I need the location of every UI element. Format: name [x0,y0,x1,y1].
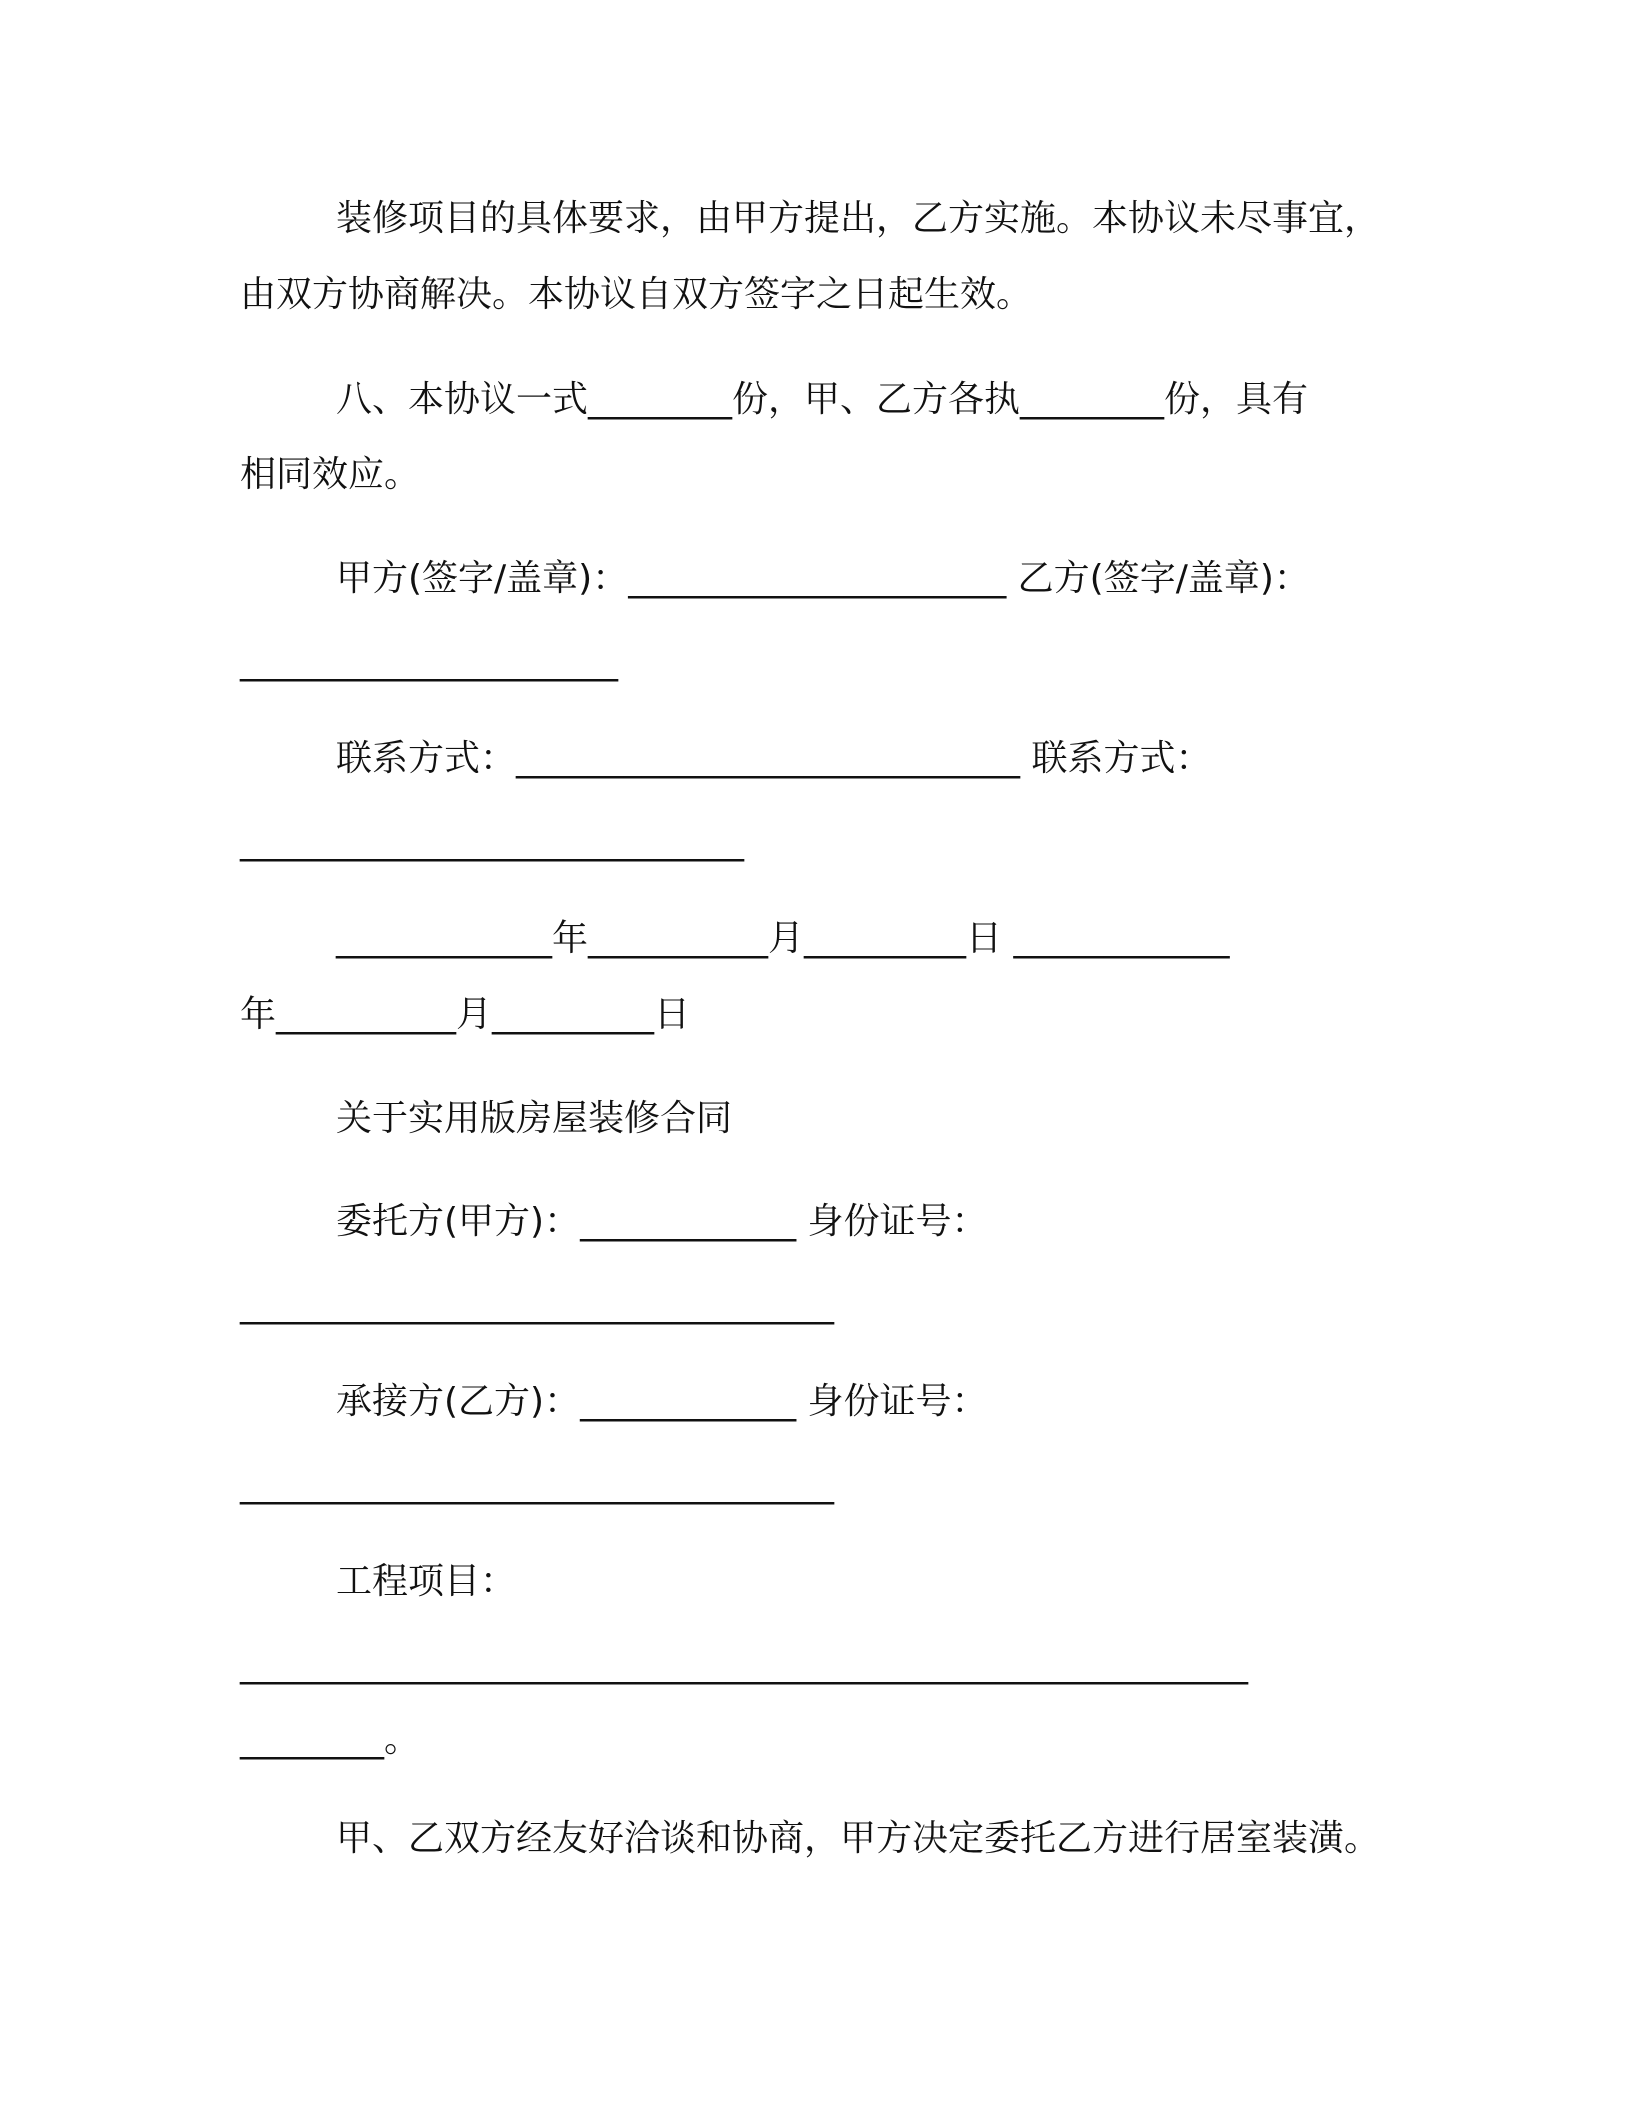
paragraph-line: 由双方协商解决。本协议自双方签字之日起生效。 [240,274,1033,315]
contact-blank: ____________________________ [240,821,744,862]
date-line: 年__________月_________日 [240,994,690,1035]
signature-blank: _____________________ [240,641,618,682]
paragraph-line: 装修项目的具体要求，由甲方提出，乙方实施。本协议未尽事宜， [336,198,1381,239]
contractor-id-blank: _________________________________ [240,1464,834,1505]
signature-party-a-b: 甲方(签字/盖章)：_____________________ 乙方(签字/盖章)： [336,558,1310,599]
contact-line: 联系方式：____________________________ 联系方式： [336,738,1212,779]
contractor-line: 承接方(乙方)：____________ 身份证号： [336,1381,988,1422]
project-label: 工程项目： [336,1561,517,1602]
paragraph-line: 八、本协议一式________份，甲、乙方各执________份，具有 [336,379,1309,420]
project-blank-end: ________。 [240,1719,421,1760]
paragraph-line: 相同效应。 [240,454,421,495]
project-blank: ________________________________________________________ [240,1644,1248,1685]
date-line: ____________年__________月_________日 ____________ [336,918,1230,959]
contract-title: 关于实用版房屋装修合同 [336,1098,733,1139]
client-line: 委托方(甲方)：____________ 身份证号： [336,1201,988,1242]
client-id-blank: _________________________________ [240,1284,834,1325]
paragraph-line: 甲、乙双方经友好洽谈和协商，甲方决定委托乙方进行居室装潢。 [336,1818,1381,1859]
